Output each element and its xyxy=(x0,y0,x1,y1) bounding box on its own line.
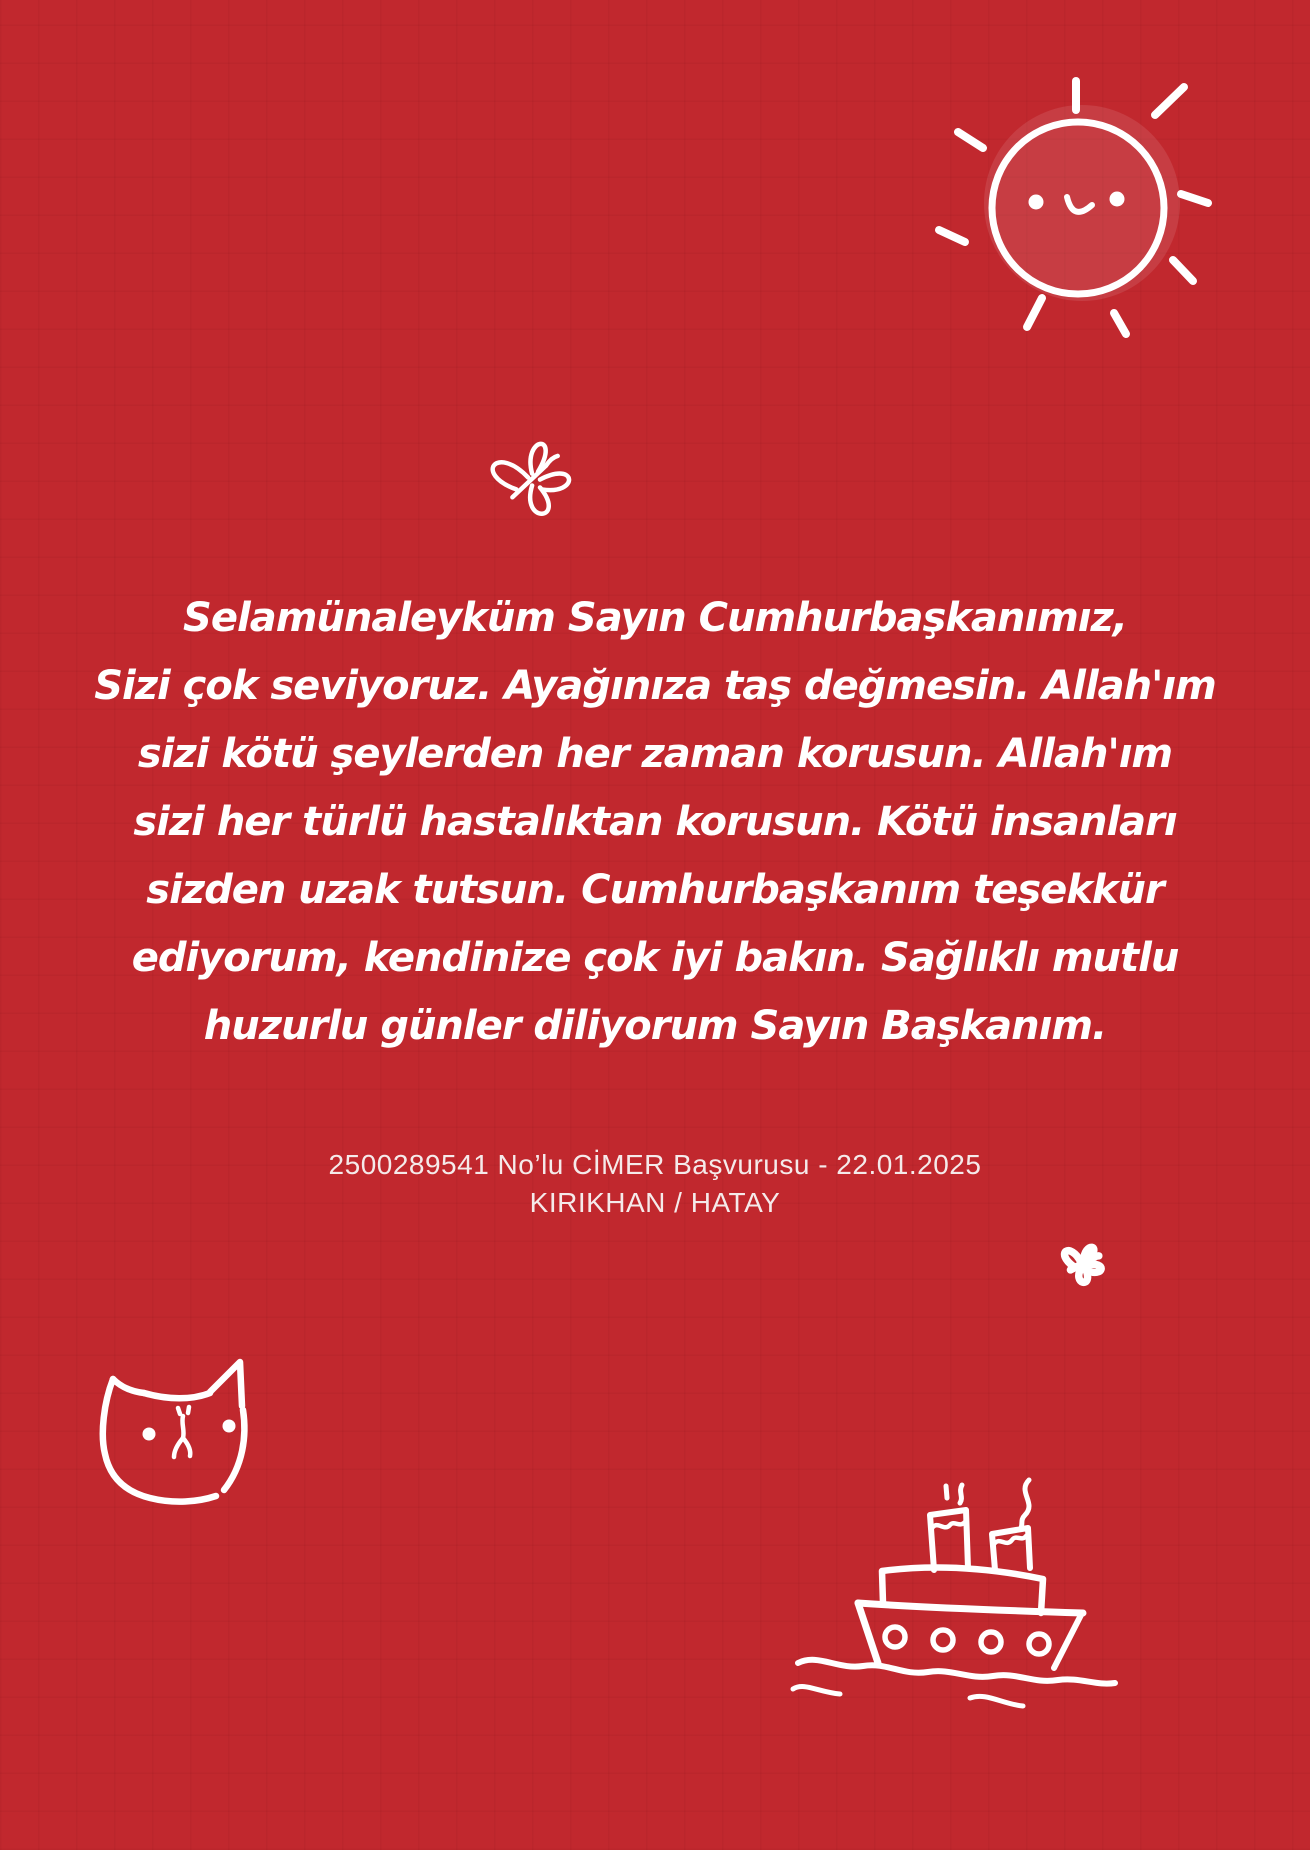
message-line-2: Sizi çok seviyoruz. Ayağınıza taş değmesin. Allah'ım xyxy=(94,663,1216,709)
message-line-7: huzurlu günler diliyorum Sayın Başkanım. xyxy=(203,1003,1107,1049)
message-line-3: sizi kötü şeylerden her zaman korusun. Allah'ım xyxy=(137,731,1173,777)
cat-face-icon xyxy=(92,1350,272,1510)
butterfly-small-icon xyxy=(1045,1232,1124,1306)
message-line-1: Selamünaleyküm Sayın Cumhurbaşkanımız, xyxy=(183,595,1127,641)
butterfly-icon xyxy=(475,432,603,536)
location-line: KIRIKHAN / HATAY xyxy=(529,1187,781,1218)
footer-block xyxy=(0,1146,1310,1222)
message-text-block xyxy=(0,584,1310,1060)
message-line-6: ediyorum, kendinize çok iyi bakın. Sağlıklı mutlu xyxy=(131,935,1179,981)
smiling-sun-icon xyxy=(926,55,1226,355)
message-line-4: sizi her türlü hastalıktan korusun. Kötü insanları xyxy=(133,799,1177,845)
steamboat-icon xyxy=(690,1470,1120,1720)
message-line-5: sizden uzak tutsun. Cumhurbaşkanım teşekkür xyxy=(146,867,1164,913)
cimer-reference-line: 2500289541 No’lu CİMER Başvurusu - 22.01.2025 xyxy=(328,1149,982,1180)
